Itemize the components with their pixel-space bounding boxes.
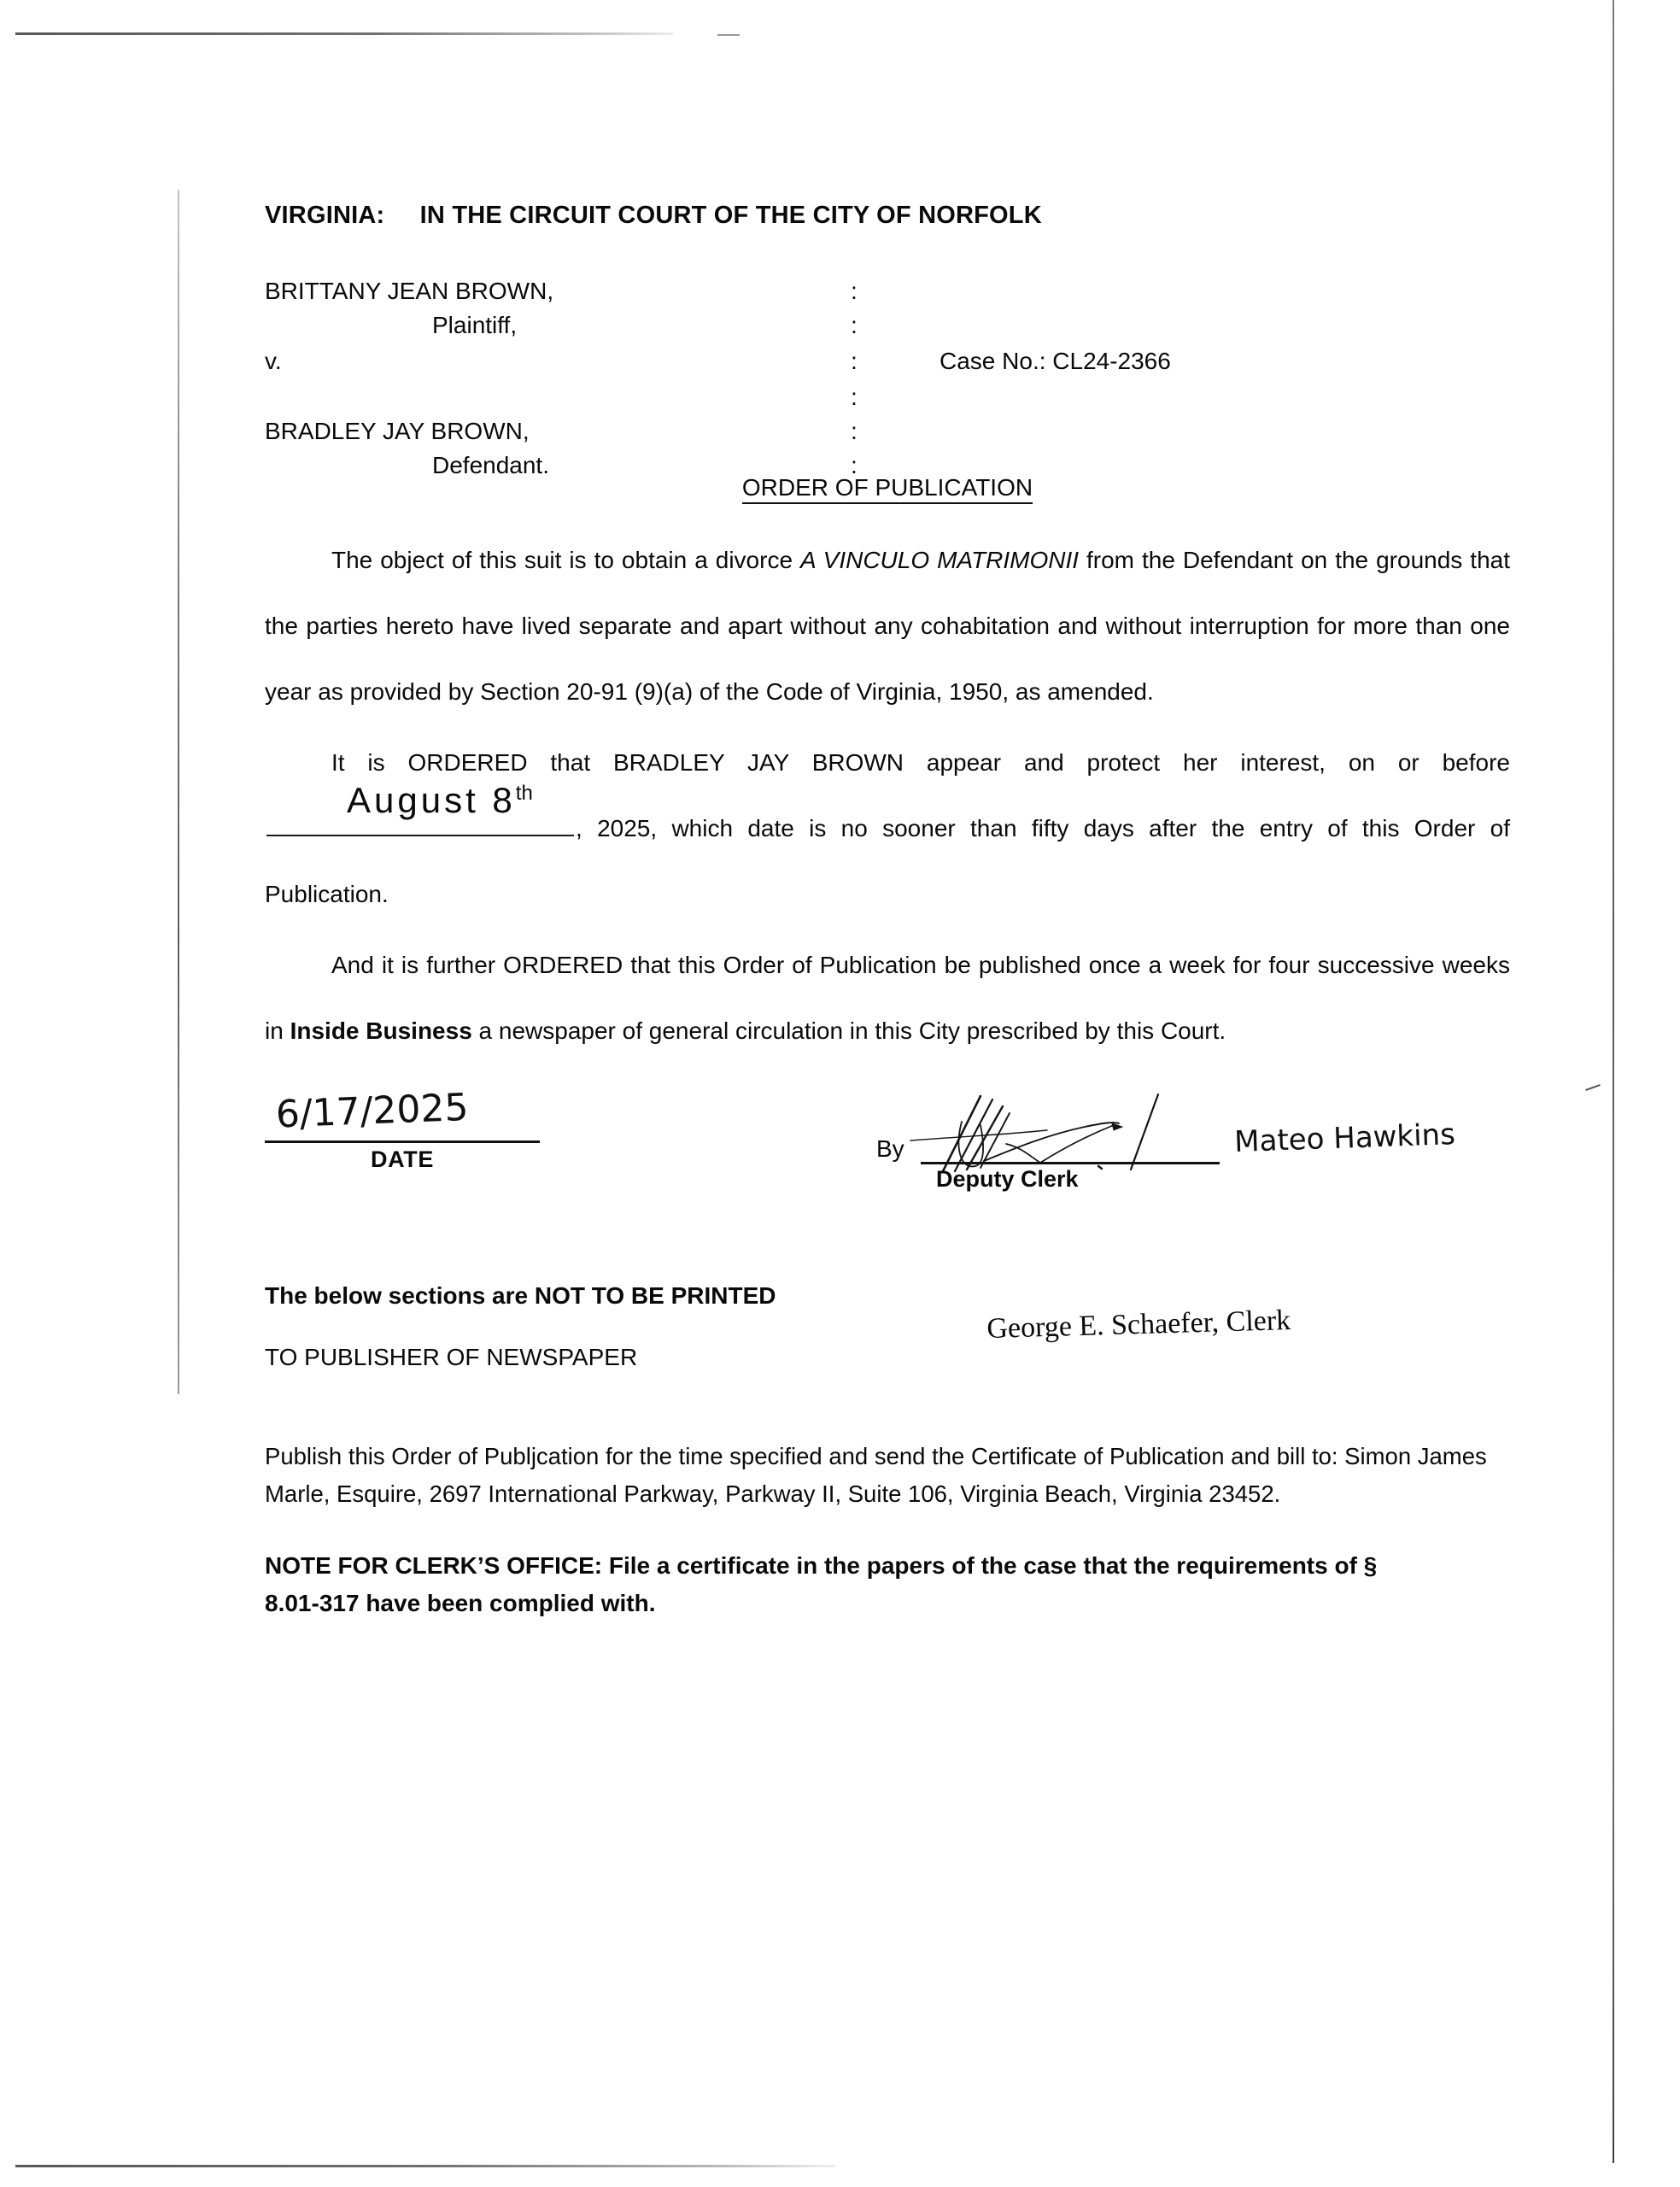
caption-colon: :	[851, 278, 858, 304]
not-for-print-section	[265, 1282, 1510, 1622]
scan-artifact-right-edge	[1613, 0, 1614, 2163]
scan-artifact-top-dash	[717, 34, 740, 36]
para2-rest: , 2025, which date is no sooner than fifty days after the entry of this Order of Publication.	[265, 815, 1510, 907]
caption-colon: :	[851, 384, 858, 410]
paragraph-appearance-order	[265, 730, 1510, 927]
date-label: DATE	[371, 1146, 434, 1172]
caption-colon: :	[851, 418, 858, 444]
scan-artifact-top-line	[15, 32, 673, 35]
document-body	[265, 202, 1510, 1622]
paragraph-publication-order	[265, 932, 1510, 1064]
caption-colon: :	[851, 348, 858, 374]
defendant-role: Defendant.	[432, 452, 549, 478]
clerk-name-stamp: George E. Schaefer, Clerk	[986, 1305, 1291, 1346]
versus-label: v.	[265, 348, 282, 374]
para2-lead: It is ORDERED that BRADLEY JAY BROWN appear and protect her interest, on or before	[331, 749, 1510, 776]
caption-colon: :	[851, 452, 858, 478]
para3-lead: And it is further ORDERED that this Order of Publication be published once a week for four successive weeks in	[265, 952, 1510, 1044]
scan-artifact-left-edge	[178, 190, 179, 1394]
not-to-be-printed-notice: The below sections are NOT TO BE PRINTED	[265, 1282, 776, 1309]
court-header	[265, 202, 1510, 230]
scan-artifact-tick-mark	[1585, 1084, 1601, 1091]
latin-phrase: A VINCULO MATRIMONII	[800, 547, 1079, 573]
para1-rest: from the Defendant on the grounds that the parties hereto have lived separate and apart without any cohabitation and without interruption for more than one year as provided by Section 20-91 (9)(a) of the Code of Virginia, 1950, as amended.	[265, 547, 1510, 705]
newspaper-name: Inside Business	[290, 1017, 472, 1044]
para1-lead: The object of this suit is to obtain a divorce	[331, 547, 801, 573]
clerk-signature-line	[921, 1162, 1220, 1164]
paragraph-object-of-suit	[265, 527, 1510, 724]
para3-rest: a newspaper of general circulation in this City prescribed by this Court.	[471, 1017, 1226, 1044]
signature-printed-name: Mateo Hawkins	[1233, 1117, 1456, 1159]
case-number: Case No.: CL24-2366	[940, 348, 1171, 374]
plaintiff-role: Plaintiff,	[432, 312, 518, 338]
clerk-signature-group	[876, 1105, 1510, 1192]
signature-block	[265, 1085, 1510, 1264]
appearance-date-blank[interactable]	[266, 780, 574, 836]
caption-colon: :	[851, 312, 858, 338]
scan-artifact-bottom-line	[15, 2165, 835, 2167]
handwritten-entry-date: 6/17/2025	[274, 1085, 470, 1137]
date-signature-line	[265, 1140, 540, 1143]
jurisdiction-label: VIRGINIA:	[265, 202, 385, 229]
document-title-text: ORDER OF PUBLICATION	[742, 474, 1033, 504]
plaintiff-name: BRITTANY JEAN BROWN,	[265, 278, 554, 304]
deputy-clerk-label: Deputy Clerk	[936, 1166, 1079, 1192]
to-publisher-heading: TO PUBLISHER OF NEWSPAPER	[265, 1344, 638, 1370]
publisher-instructions: Publish this Order of Publjcation for the time specified and send the Certificate of Publication and bill to: Simon James Marle, Esquire, 2697 International Parkway, Parkway II, Suite 106, Virginia Beach, Virginia 23452.	[265, 1443, 1487, 1507]
court-name: IN THE CIRCUIT COURT OF THE CITY OF NORFOLK	[419, 202, 1042, 229]
publisher-heading-row	[265, 1305, 1510, 1400]
case-caption	[265, 269, 1510, 478]
defendant-name: BRADLEY JAY BROWN,	[265, 418, 530, 444]
date-field-group	[265, 1085, 540, 1173]
clerk-office-note: NOTE FOR CLERK’S OFFICE: File a certificate in the papers of the case that the requirements of § 8.01-317 have been complied with.	[265, 1552, 1378, 1616]
by-label: By	[876, 1135, 904, 1162]
handwritten-appearance-date: August 8th	[347, 780, 533, 820]
